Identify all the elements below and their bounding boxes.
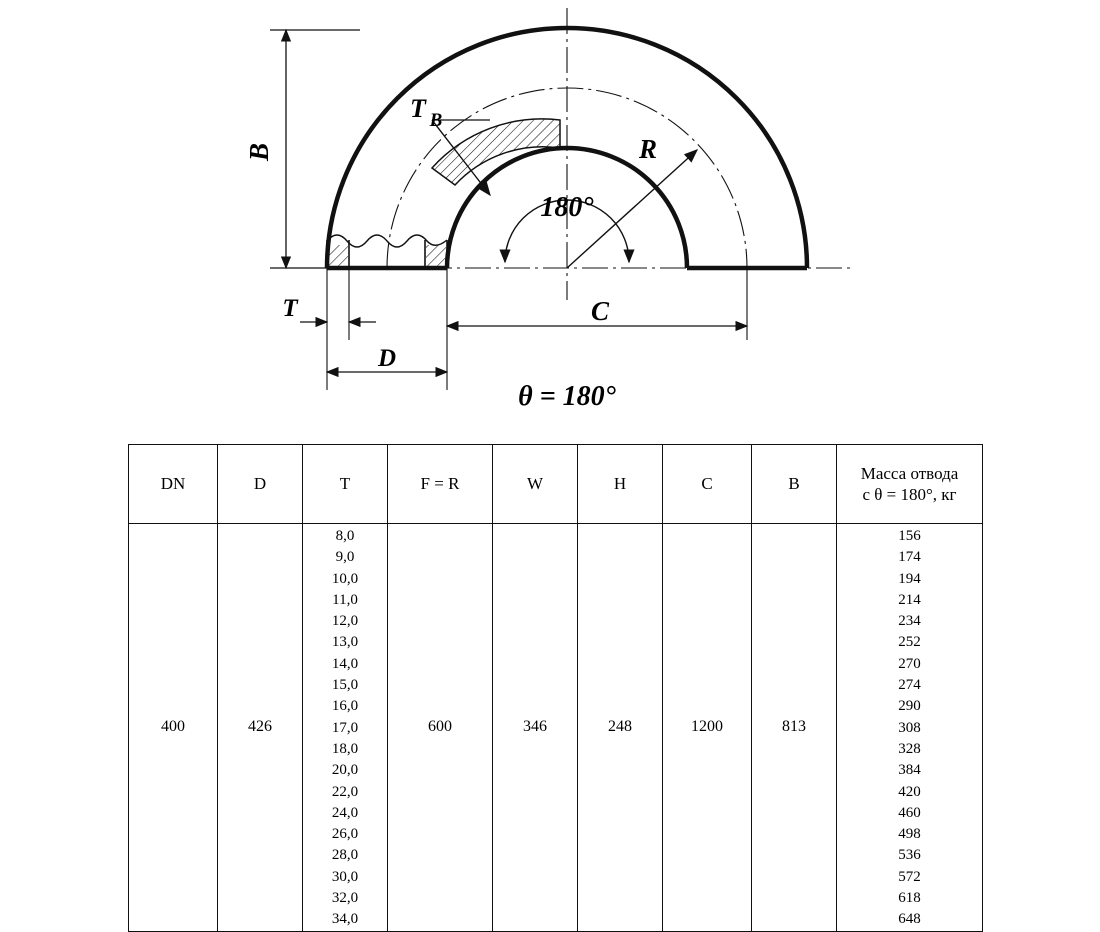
mass-value: 174 <box>898 549 921 566</box>
mass-value: 384 <box>898 762 921 779</box>
thickness-value: 26,0 <box>331 826 359 843</box>
cell-dn: 400 <box>129 524 218 932</box>
thickness-value: 14,0 <box>331 655 359 672</box>
cell-h: 248 <box>578 524 663 932</box>
table-header-row <box>129 445 983 524</box>
mass-value: 308 <box>898 719 921 736</box>
thickness-value: 34,0 <box>331 911 359 928</box>
mass-value: 648 <box>898 911 921 928</box>
mass-value: 252 <box>898 634 921 651</box>
thickness-value: 18,0 <box>331 740 359 757</box>
mass-value: 270 <box>898 655 921 672</box>
cell-w: 346 <box>493 524 578 932</box>
thickness-value: 17,0 <box>331 719 359 736</box>
cell-mass-list <box>837 524 983 932</box>
dimension-B <box>244 30 360 268</box>
mass-value: 536 <box>898 847 921 864</box>
mass-value: 328 <box>898 740 921 757</box>
thickness-value: 28,0 <box>331 847 359 864</box>
cell-thickness-list <box>303 524 388 932</box>
label-B: B <box>244 142 274 162</box>
thickness-value: 15,0 <box>331 677 359 694</box>
drawing-title: θ = 180° <box>518 381 616 412</box>
mass-value: 618 <box>898 890 921 907</box>
thickness-value: 11,0 <box>332 591 358 608</box>
dimension-D <box>327 268 447 390</box>
mass-value: 274 <box>898 677 921 694</box>
mass-value: 460 <box>898 804 921 821</box>
cell-c: 1200 <box>663 524 752 932</box>
thickness-value: 16,0 <box>331 698 359 715</box>
thickness-value: 12,0 <box>331 613 359 630</box>
label-D: D <box>377 345 397 372</box>
label-C: C <box>590 296 610 326</box>
dimension-C <box>447 268 747 340</box>
mass-value: 572 <box>898 868 921 885</box>
header-b: B <box>752 445 837 524</box>
label-R: R <box>638 134 658 164</box>
header-f-r: F = R <box>388 445 493 524</box>
cell-d: 426 <box>218 524 303 932</box>
specification-table <box>128 444 983 932</box>
label-T-sub-b: B <box>429 110 443 131</box>
thickness-value: 22,0 <box>331 783 359 800</box>
header-w: W <box>493 445 578 524</box>
cell-f-r: 600 <box>388 524 493 932</box>
mass-value: 234 <box>898 613 921 630</box>
thickness-value: 24,0 <box>331 804 359 821</box>
mass-value: 498 <box>898 826 921 843</box>
header-t: T <box>303 445 388 524</box>
mass-value: 156 <box>898 528 921 544</box>
label-T-sub: T <box>410 94 426 123</box>
label-angle-180: 180° <box>540 192 594 223</box>
elbow-180-technical-drawing <box>0 0 1100 440</box>
thickness-value: 32,0 <box>331 890 359 907</box>
mass-value: 194 <box>898 570 921 587</box>
mass-value: 420 <box>898 783 921 800</box>
header-mass-line1: Масса отвода <box>860 463 959 483</box>
cell-b: 813 <box>752 524 837 932</box>
header-c: C <box>663 445 752 524</box>
table-row <box>129 524 983 932</box>
label-T: T <box>282 295 298 322</box>
header-h: H <box>578 445 663 524</box>
header-mass-line2: с θ = 180°, кг <box>862 485 957 504</box>
thickness-value: 20,0 <box>331 762 359 779</box>
mass-value: 290 <box>898 698 921 715</box>
thickness-value: 13,0 <box>331 634 359 651</box>
thickness-value: 30,0 <box>331 868 359 885</box>
header-mass <box>837 445 983 524</box>
mass-value: 214 <box>898 591 921 608</box>
header-dn: DN <box>129 445 218 524</box>
header-d: D <box>218 445 303 524</box>
thickness-value: 10,0 <box>331 570 359 587</box>
thickness-value: 8,0 <box>335 528 355 544</box>
thickness-value: 9,0 <box>335 549 355 566</box>
